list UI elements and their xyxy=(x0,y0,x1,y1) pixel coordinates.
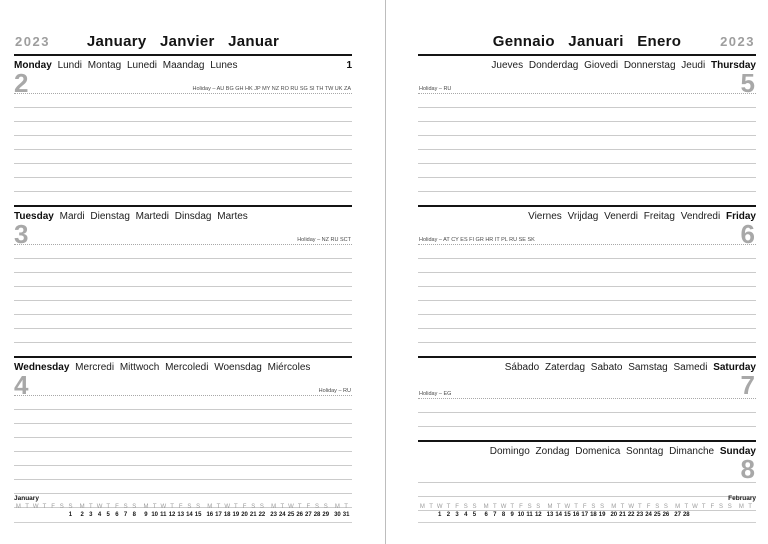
month-title: January Janvier Januar xyxy=(86,33,280,50)
writing-line xyxy=(14,410,352,424)
spine-divider xyxy=(385,0,386,544)
mini-calendar-dates xyxy=(14,511,352,519)
mini-calendar-day-letter: M xyxy=(675,504,681,510)
mini-calendar-date: 18 xyxy=(223,512,231,518)
mini-calendar-day-letter: W xyxy=(564,504,571,510)
mini-calendar-day-letter: S xyxy=(259,504,264,510)
holiday-codes: Holiday – AU BG GH HK JP MY NZ RO RU SG SI TH TW UK ZA xyxy=(192,85,351,92)
mini-calendar-date: 11 xyxy=(160,512,167,518)
mini-calendar-date: 4 xyxy=(464,512,468,518)
holiday-codes: Holiday – EG xyxy=(419,390,452,397)
mini-calendar-date: 3 xyxy=(455,512,459,518)
mini-calendar-date: 30 xyxy=(334,512,341,518)
mini-calendar-date xyxy=(746,511,755,519)
day-section-monday xyxy=(14,56,352,205)
mini-calendar-day-letter: S xyxy=(655,504,660,510)
mini-calendar-day-letter: S xyxy=(727,504,732,510)
mini-calendar-day-letter: F xyxy=(306,504,311,510)
holiday-rule-line xyxy=(14,80,352,94)
mini-calendar-date xyxy=(691,511,700,519)
mini-calendar-date: 22 xyxy=(627,512,635,518)
day-name-english: Tuesday xyxy=(14,211,54,222)
writing-line xyxy=(14,438,352,452)
mini-calendar-day-letter: T xyxy=(280,504,285,510)
mini-calendar-date: 5 xyxy=(472,512,477,518)
mini-calendar-date: 9 xyxy=(144,512,148,518)
date-number: 4 xyxy=(14,370,29,400)
mini-calendar-day-letter: W xyxy=(436,504,443,510)
mini-calendar-day-letter: S xyxy=(472,504,477,510)
mini-calendar-day-letter: S xyxy=(315,504,320,510)
mini-calendar-date: 16 xyxy=(206,512,214,518)
mini-calendar-date: 23 xyxy=(636,512,644,518)
left-mini-calendar xyxy=(14,495,352,523)
mini-calendar-date xyxy=(427,511,436,519)
writing-line xyxy=(14,315,352,329)
mini-calendar-date: 26 xyxy=(296,512,303,518)
mini-calendar-day-letter: F xyxy=(646,504,651,510)
mini-calendar-date xyxy=(14,511,23,519)
day-name-translations: Mardi Dienstag Martedi Dinsdag Martes xyxy=(59,211,248,222)
day-section-tuesday xyxy=(14,205,352,356)
holiday-rule-line xyxy=(14,382,352,396)
mini-calendar-date xyxy=(31,511,40,519)
writing-line xyxy=(14,164,352,178)
mini-calendar-date: 16 xyxy=(572,512,580,518)
mini-calendar-day-letter: F xyxy=(710,504,715,510)
mini-calendar-day-letter: W xyxy=(500,504,507,510)
mini-calendar-date: 31 xyxy=(342,512,350,518)
day-section-friday xyxy=(418,205,756,356)
date-number: 3 xyxy=(14,219,29,249)
writing-line xyxy=(14,301,352,315)
day-name-translations: Sábado Zaterdag Sabato Samstag Samedi xyxy=(504,362,708,373)
day-header xyxy=(418,207,756,231)
mini-calendar-day-letter: S xyxy=(251,504,256,510)
day-header xyxy=(14,207,352,231)
mini-calendar-day-letter: T xyxy=(493,504,497,510)
mini-calendar-day-letters xyxy=(14,503,352,511)
writing-line xyxy=(14,452,352,466)
writing-line xyxy=(14,178,352,192)
mini-calendar-date: 4 xyxy=(97,512,102,518)
mini-calendar-date: 3 xyxy=(89,512,93,518)
writing-line xyxy=(14,466,352,480)
mini-calendar-date xyxy=(725,511,734,519)
year-label: 2023 xyxy=(720,34,755,49)
mini-calendar-date: 14 xyxy=(186,512,193,518)
day-names xyxy=(418,442,756,457)
date-number: 2 xyxy=(14,68,29,98)
writing-line xyxy=(14,94,352,108)
writing-line xyxy=(14,150,352,164)
writing-line xyxy=(418,315,756,329)
date-number: 8 xyxy=(740,454,755,484)
mini-calendar-day-letter: S xyxy=(536,504,541,510)
mini-calendar-day-letter: W xyxy=(224,504,230,510)
mini-calendar-day-letter: S xyxy=(463,504,468,510)
mini-calendar-date: 27 xyxy=(674,512,681,518)
day-name-translations: Mercredi Mittwoch Mercoledi Woensdag Miércoles xyxy=(75,362,311,373)
mini-calendar-date: 25 xyxy=(287,512,295,518)
mini-calendar-day-letter: M xyxy=(334,504,340,510)
mini-calendar-date xyxy=(23,511,32,519)
mini-calendar-day-letter: S xyxy=(196,504,201,510)
mini-calendar-day-letter: M xyxy=(483,504,489,510)
mini-calendar-date: 11 xyxy=(526,512,533,518)
date-number: 6 xyxy=(740,219,755,249)
mini-calendar-date: 24 xyxy=(278,512,286,518)
mini-calendar-day-letter: S xyxy=(591,504,596,510)
writing-line xyxy=(418,178,756,192)
mini-calendar-day-letter: T xyxy=(170,504,174,510)
writing-line xyxy=(14,480,352,494)
writing-line xyxy=(418,287,756,301)
day-name-english: Friday xyxy=(725,211,756,222)
writing-line xyxy=(418,164,756,178)
mini-calendar-day-letter: T xyxy=(701,504,706,510)
mini-calendar-date: 20 xyxy=(610,512,618,518)
mini-calendar-date: 12 xyxy=(534,512,542,518)
mini-calendar-day-letter: S xyxy=(123,504,128,510)
day-names xyxy=(418,56,756,71)
mini-calendar-day-letter: T xyxy=(638,504,642,510)
mini-calendar-day-letter: F xyxy=(582,504,587,510)
mini-calendar-date: 18 xyxy=(590,512,597,518)
mini-calendar-date: 14 xyxy=(555,512,562,518)
mini-calendar-date xyxy=(49,511,58,519)
mini-calendar-day-letter: M xyxy=(611,504,617,510)
writing-line xyxy=(14,245,352,259)
mini-calendar-date: 2 xyxy=(80,512,84,518)
day-name-english: Saturday xyxy=(713,362,756,373)
mini-calendar-day-letter: S xyxy=(600,504,605,510)
mini-calendar-date: 27 xyxy=(305,512,312,518)
mini-calendar-day-letter: F xyxy=(242,504,247,510)
mini-calendar-date: 7 xyxy=(123,512,128,518)
mini-calendar-day-letter: M xyxy=(143,504,149,510)
mini-calendar-day-letter: T xyxy=(556,504,561,510)
day-names xyxy=(14,358,352,373)
holiday-codes: Holiday – RU xyxy=(419,85,452,92)
mini-calendar-date: 13 xyxy=(177,512,185,518)
mini-calendar-date: 15 xyxy=(564,512,571,518)
writing-line xyxy=(14,122,352,136)
mini-calendar-day-letter: M xyxy=(419,504,425,510)
mini-calendar-date: 29 xyxy=(322,512,330,518)
mini-calendar-day-letter: T xyxy=(297,504,302,510)
mini-calendar-dates xyxy=(418,511,756,519)
day-name-english: Sunday xyxy=(719,446,756,457)
mini-calendar-date: 28 xyxy=(682,512,690,518)
mini-calendar-date: 15 xyxy=(194,512,202,518)
writing-line xyxy=(14,396,352,410)
mini-calendar-date: 21 xyxy=(619,512,626,518)
mini-calendar-date: 10 xyxy=(151,512,158,518)
mini-calendar-day-letter: F xyxy=(178,504,183,510)
mini-calendar-date: 17 xyxy=(215,512,222,518)
day-header xyxy=(14,56,352,80)
holiday-rule-line xyxy=(418,80,756,94)
day-name-english: Thursday xyxy=(710,60,756,71)
mini-calendar-date: 8 xyxy=(501,512,506,518)
mini-calendar-day-letter: T xyxy=(574,504,578,510)
day-header xyxy=(418,358,756,385)
mini-calendar-date: 2 xyxy=(446,512,451,518)
day-section-thursday xyxy=(418,56,756,205)
mini-calendar-date xyxy=(737,511,746,519)
writing-line xyxy=(418,469,756,483)
day-name-translations: Lundi Montag Lunedi Maandag Lunes xyxy=(57,60,238,71)
writing-line xyxy=(418,245,756,259)
writing-line xyxy=(418,94,756,108)
mini-calendar-day-letter: M xyxy=(15,504,21,510)
holiday-rule-line xyxy=(418,385,756,399)
day-header xyxy=(418,56,756,80)
writing-line xyxy=(418,259,756,273)
mini-calendar-day-letter: M xyxy=(79,504,85,510)
holiday-codes: Holiday – AT CY ES FI GR HR IT PL RU SE SK xyxy=(419,236,535,243)
mini-calendar-date: 5 xyxy=(106,512,110,518)
day-names xyxy=(14,207,352,222)
mini-calendar-month-label: January xyxy=(14,495,39,502)
mini-calendar-day-letter: T xyxy=(152,504,157,510)
right-day-sections xyxy=(418,56,756,511)
mini-calendar-day-letter: T xyxy=(684,504,689,510)
mini-calendar-day-letter: T xyxy=(344,504,348,510)
mini-calendar-day-letter: T xyxy=(234,504,238,510)
mini-calendar-day-letter: W xyxy=(628,504,634,510)
mini-calendar-day-letter: T xyxy=(446,504,451,510)
day-header xyxy=(14,358,352,382)
writing-line xyxy=(418,413,756,427)
mini-calendar-day-letter: S xyxy=(719,504,724,510)
writing-line xyxy=(14,273,352,287)
mini-calendar-date: 6 xyxy=(115,512,119,518)
year-label: 2023 xyxy=(15,34,50,49)
mini-calendar-day-letter: T xyxy=(25,504,29,510)
day-name-translations: Jueves Donderdag Giovedi Donnerstag Jeudi xyxy=(491,60,706,71)
day-name-english: Wednesday xyxy=(14,362,70,373)
day-name-english: Monday xyxy=(14,60,52,71)
date-number: 5 xyxy=(740,68,755,98)
holiday-codes: Holiday – RU xyxy=(318,387,351,394)
holiday-rule-line xyxy=(14,231,352,245)
mini-calendar-date xyxy=(699,511,708,519)
holiday-rule-line xyxy=(418,231,756,245)
mini-calendar-date xyxy=(418,511,427,519)
spacer xyxy=(418,427,756,440)
spacer xyxy=(418,192,756,205)
mini-calendar-date: 25 xyxy=(653,512,661,518)
mini-calendar-day-letter: W xyxy=(692,504,698,510)
day-name-translations: Domingo Zondag Domenica Sonntag Dimanche xyxy=(489,446,715,457)
writing-line xyxy=(418,108,756,122)
mini-calendar-day-letter: M xyxy=(207,504,213,510)
writing-line xyxy=(418,136,756,150)
mini-calendar-day-letter: W xyxy=(288,504,294,510)
mini-calendar-day-letter: S xyxy=(68,504,73,510)
writing-line xyxy=(14,424,352,438)
left-page xyxy=(14,25,352,530)
writing-line xyxy=(14,108,352,122)
mini-calendar-day-letter: M xyxy=(738,504,744,510)
mini-calendar-day-letter: T xyxy=(216,504,221,510)
mini-calendar-day-letter: T xyxy=(748,504,752,510)
right-page-header xyxy=(418,25,756,56)
mini-calendar-date xyxy=(708,511,717,519)
mini-calendar-day-letter: T xyxy=(106,504,111,510)
mini-calendar-date xyxy=(57,511,66,519)
right-mini-calendar xyxy=(418,495,756,523)
writing-line xyxy=(14,329,352,343)
writing-line xyxy=(418,150,756,164)
mini-calendar-date: 21 xyxy=(249,512,257,518)
mini-calendar-day-letter: S xyxy=(323,504,328,510)
date-number: 7 xyxy=(740,370,755,400)
mini-calendar-date: 12 xyxy=(168,512,176,518)
mini-calendar-day-letter: T xyxy=(89,504,93,510)
month-title: Gennaio Januari Enero xyxy=(492,33,682,50)
mini-calendar-date: 1 xyxy=(68,512,73,518)
mini-calendar-date: 9 xyxy=(510,512,514,518)
mini-calendar-day-letter: S xyxy=(59,504,64,510)
mini-calendar-date: 26 xyxy=(662,512,670,518)
spacer xyxy=(418,343,756,356)
day-section-saturday xyxy=(418,356,756,440)
mini-calendar-date: 6 xyxy=(484,512,488,518)
mini-calendar-day-letter: F xyxy=(455,504,459,510)
spacer xyxy=(14,343,352,356)
mini-calendar-date: 28 xyxy=(313,512,321,518)
mini-calendar-day-letter: F xyxy=(51,504,55,510)
mini-calendar-date: 22 xyxy=(258,512,266,518)
mini-calendar-day-letter: S xyxy=(187,504,192,510)
writing-line xyxy=(14,287,352,301)
mini-calendar-month-label: February xyxy=(728,495,756,502)
mini-calendar-day-letter: W xyxy=(160,504,167,510)
mini-calendar-day-letter: M xyxy=(547,504,553,510)
mini-calendar-day-letter: W xyxy=(32,504,39,510)
mini-calendar-date: 8 xyxy=(132,512,136,518)
left-day-sections xyxy=(14,56,352,521)
writing-line xyxy=(418,273,756,287)
spacer xyxy=(14,192,352,205)
mini-calendar-day-letter: T xyxy=(620,504,625,510)
mini-calendar-date: 13 xyxy=(546,512,554,518)
writing-line xyxy=(14,259,352,273)
day-names xyxy=(14,56,352,71)
mini-calendar-day-letter: T xyxy=(42,504,47,510)
mini-calendar-day-letter: S xyxy=(663,504,668,510)
left-page-header xyxy=(14,25,352,56)
mini-calendar-date: 24 xyxy=(645,512,652,518)
mini-calendar-date xyxy=(717,511,726,519)
mini-calendar-date: 23 xyxy=(270,512,277,518)
mini-calendar-date: 7 xyxy=(493,512,497,518)
mini-calendar-day-letter: T xyxy=(429,504,433,510)
right-page xyxy=(418,25,756,530)
mini-calendar-date: 17 xyxy=(581,512,589,518)
mini-calendar-day-letter: S xyxy=(527,504,532,510)
week-number: 1 xyxy=(346,60,352,71)
writing-line xyxy=(418,301,756,315)
mini-calendar-day-letter: F xyxy=(115,504,119,510)
mini-calendar-day-letter: S xyxy=(132,504,137,510)
day-names xyxy=(418,358,756,373)
mini-calendar-day-letter: M xyxy=(271,504,277,510)
mini-calendar-date xyxy=(40,511,49,519)
mini-calendar-day-letter: F xyxy=(519,504,523,510)
mini-calendar-date: 1 xyxy=(438,512,442,518)
day-header xyxy=(418,442,756,469)
mini-calendar-date: 20 xyxy=(241,512,248,518)
mini-calendar-date: 19 xyxy=(232,512,240,518)
mini-calendar-date: 19 xyxy=(598,512,606,518)
writing-line xyxy=(418,399,756,413)
day-name-translations: Viernes Vrijdag Venerdi Freitag Vendredi xyxy=(528,211,721,222)
day-names xyxy=(418,207,756,222)
writing-line xyxy=(418,329,756,343)
writing-line xyxy=(14,136,352,150)
mini-calendar-date: 10 xyxy=(517,512,525,518)
mini-calendar-day-letters xyxy=(418,503,756,511)
mini-calendar-day-letter: T xyxy=(510,504,515,510)
holiday-codes: Holiday – NZ RU SCT xyxy=(297,236,351,243)
writing-line xyxy=(418,122,756,136)
mini-calendar-day-letter: W xyxy=(96,504,103,510)
